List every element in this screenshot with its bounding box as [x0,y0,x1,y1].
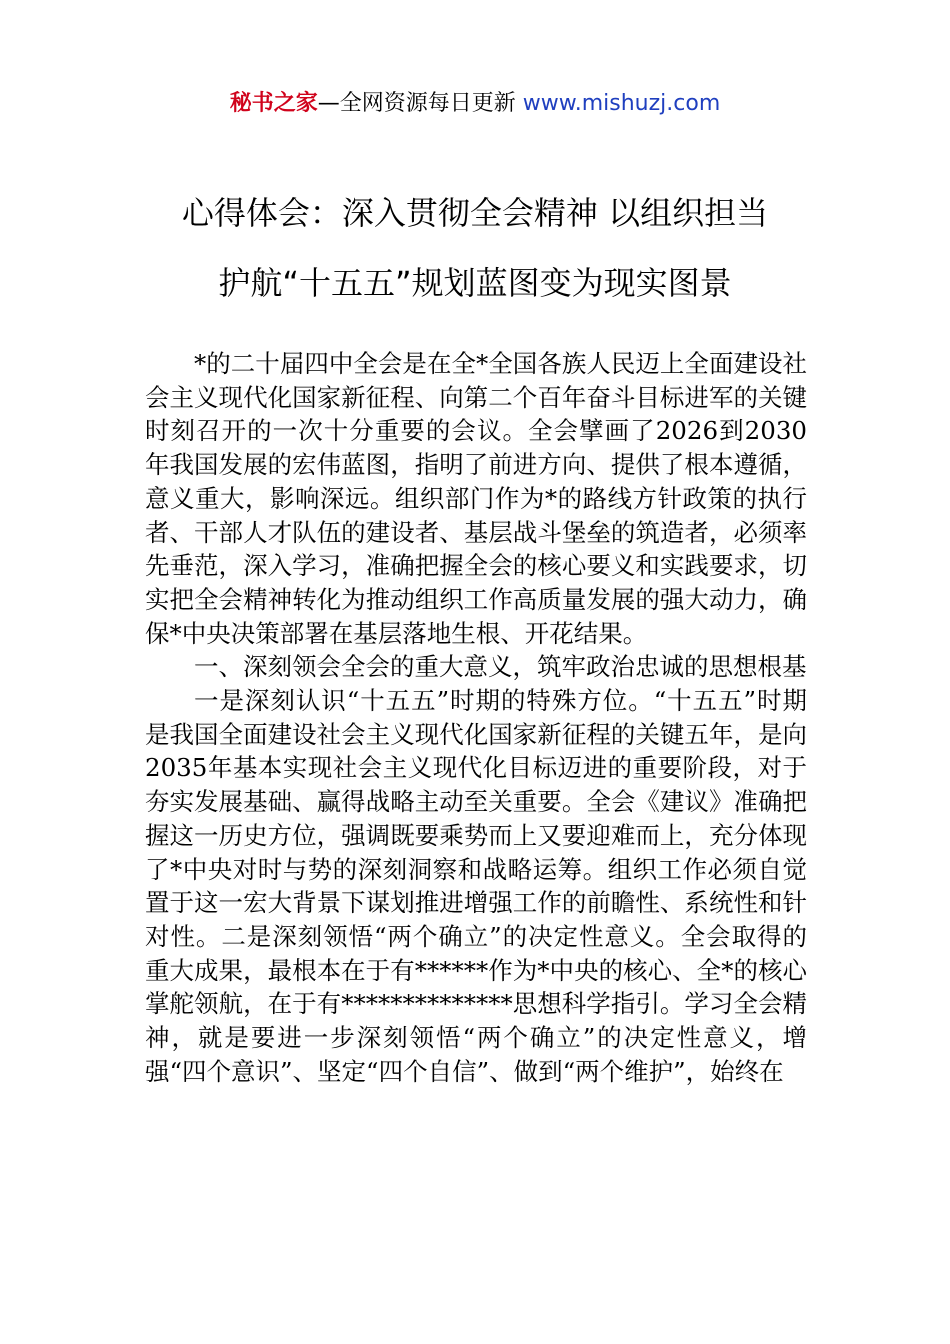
site-banner [0,86,950,122]
document-title [100,178,850,318]
banner-brand: 秘书之家 [229,91,318,116]
title-line-1: 心得体会：深入贯彻全会精神 以组织担当 [181,194,769,232]
banner-tagline: —全网资源每日更新 [317,91,516,116]
body-paragraph: 一是深刻认识“十五五”时期的特殊方位。“十五五”时期是我国全面建设社会主义现代化国家新征程的关键五年，是向2035年基本实现社会主义现代化目标迈进的重要阶段，对于夯实发展基础、赢得战略主动至关重要。全会《建议》准确把握这一历史方位，强调既要乘势而上又要迎难而上，充分体现了*中央对时与势的深刻洞察和战略运筹。组织工作必须自觉置于这一宏大背景下谋划推进增强工作的前瞻性、系统性和针对性。二是深刻领悟“两个确立”的决定性意义。全会取得的重大成果，最根本在于有******作为*中央的核心、全*的核心掌舵领航，在于有**************思想科学指引。学习全会精神，就是要进一步深刻领悟“两个确立”的决定性意义，增强“四个意识”、坚定“四个自信”、做到“两个维护”，始终在 [145,686,807,1086]
title-line-2: 护航“十五五”规划蓝图变为现实图景 [218,264,732,302]
section-heading: 一、深刻领会全会的重大意义，筑牢政治忠诚的思想根基 [194,652,807,682]
document-body [145,347,807,1088]
banner-url-link[interactable]: www.mishuzj.com [522,91,721,116]
body-paragraph: *的二十届四中全会是在全*全国各族人民迈上全面建设社会主义现代化国家新征程、向第二个百年奋斗目标进军的关键时刻召开的一次十分重要的会议。全会擘画了2026到2030年我国发展的宏伟蓝图，指明了前进方向、提供了根本遵循，意义重大，影响深远。组织部门作为*的路线方针政策的执行者、干部人才队伍的建设者、基层战斗堡垒的筑造者，必须率先垂范，深入学习，准确把握全会的核心要义和实践要求，切实把全会精神转化为推动组织工作高质量发展的强大动力，确保*中央决策部署在基层落地生根、开花结果。 [145,349,807,648]
